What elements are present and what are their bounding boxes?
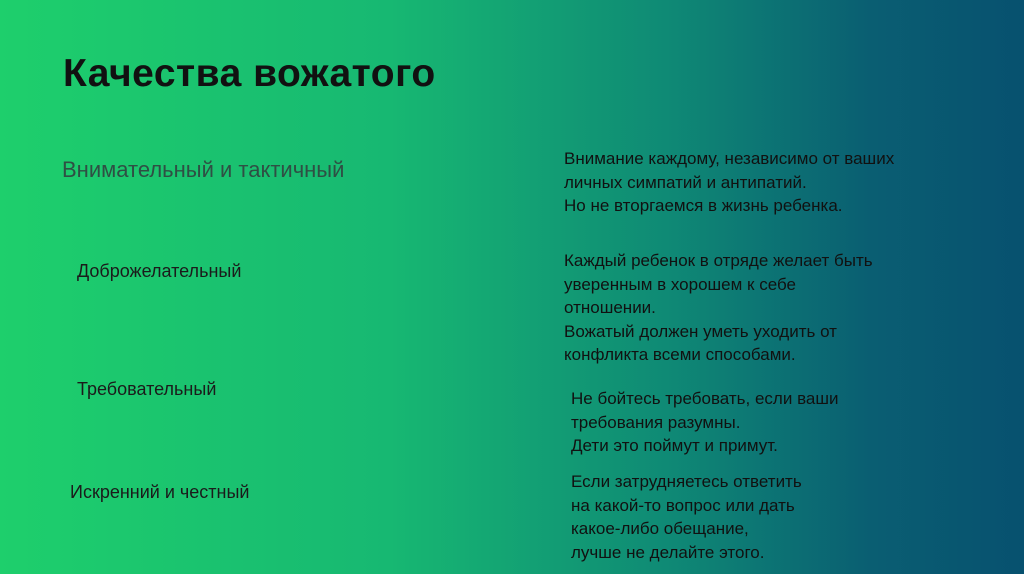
quality-demanding: Требовательный (77, 379, 217, 399)
description-benevolent: Каждый ребенок в отряде желает быть уверенным в хорошем к себе отношении. Вожатый должен уметь уходить от конфликта всеми способами. (564, 251, 873, 364)
description-attentive: Внимание каждому, независимо от ваших личных симпатий и антипатий. Но не вторгаемся в жизнь ребенка. (564, 149, 895, 215)
slide-title: Качества вожатого (63, 52, 436, 95)
description-demanding: Не бойтесь требовать, если ваши требования разумны. Дети это поймут и примут. (571, 389, 839, 455)
quality-benevolent: Доброжелательный (77, 261, 242, 281)
description-sincere: Если затрудняетесь ответить на какой-то вопрос или дать какое-либо обещание, лучше не делайте этого. (571, 472, 802, 562)
quality-sincere: Искренний и честный (70, 482, 250, 502)
quality-attentive: Внимательный и тактичный (62, 157, 345, 182)
